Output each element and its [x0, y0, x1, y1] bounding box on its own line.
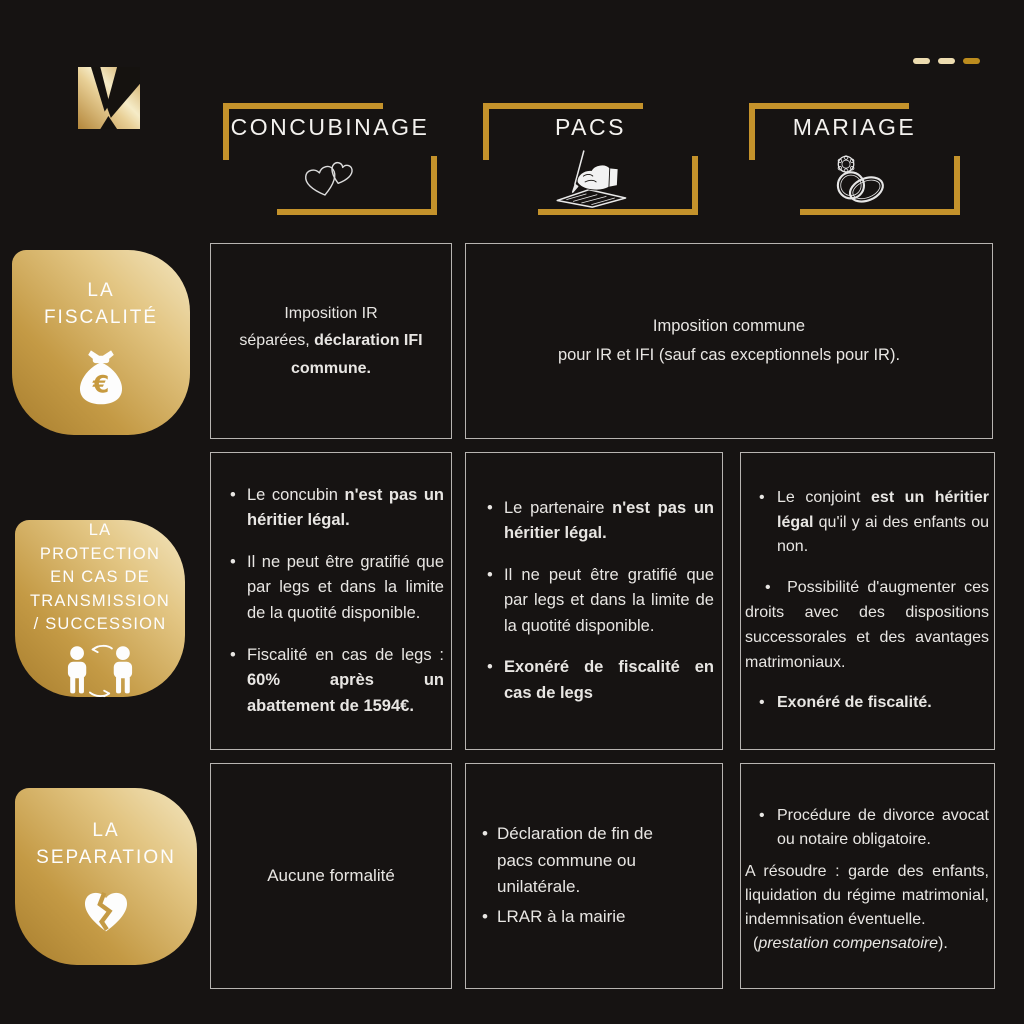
bullet-item: • Le partenaire n'est pas un héritier légal.: [483, 496, 714, 547]
column-header-pacs: [483, 103, 698, 215]
cell-text: séparées, déclaration IFI: [239, 332, 423, 350]
decor-dashes: [913, 58, 980, 64]
cell-text: (prestation compensatoire).: [753, 935, 948, 952]
badge-label-line: LA: [87, 279, 115, 301]
bullet-item: • LRAR à la mairie: [478, 904, 692, 930]
cell-text: Imposition IR: [284, 305, 378, 323]
svg-text:€: €: [92, 370, 110, 399]
badge-label-line: LA: [92, 820, 120, 842]
cell-text: commune.: [290, 359, 371, 377]
two-hearts-icon: [223, 145, 437, 211]
cell-text: Imposition commune: [652, 317, 806, 336]
row-badge-transmission: [15, 520, 185, 697]
cell-transmission-concubinage: [210, 452, 452, 750]
column-header-concubinage: [223, 103, 437, 215]
bullet-item: • Exonéré de fiscalité en cas de legs: [483, 655, 714, 706]
gold-monogram-logo-icon: [78, 67, 140, 129]
badge-label-line: / SUCCESSION: [33, 615, 167, 634]
column-title: PACS: [555, 114, 626, 140]
bullet-item: • Déclaration de fin de pacs commune ou unilatérale.: [478, 821, 692, 900]
cell-fiscalite-pacs-mariage: [465, 243, 993, 439]
cell-text: A résoudre : garde des enfants, liquidation du régime matrimonial, indemnisation éventuelle.: [745, 863, 989, 928]
badge-label-line: SEPARATION: [36, 847, 176, 868]
bullet-item: • Il ne peut être gratifié que par legs et dans la limite de la quotité disponible.: [226, 550, 444, 627]
column-title: CONCUBINAGE: [230, 114, 430, 140]
cell-text: pour IR et IFI (sauf cas exceptionnels pour IR).: [557, 346, 901, 364]
broken-heart-icon: [78, 884, 134, 935]
badge-label-line: EN CAS DE: [50, 568, 150, 587]
badge-label-line: LA: [88, 521, 112, 540]
dash-icon: [938, 58, 955, 64]
column-header-mariage: [749, 103, 960, 215]
wedding-rings-icon: [749, 145, 960, 211]
cell-separation-pacs: [465, 763, 723, 989]
signing-hand-icon: [483, 145, 698, 211]
brand-logo: [78, 67, 140, 129]
row-badge-fiscalite: [12, 250, 190, 435]
cell-text: Aucune formalité: [267, 865, 395, 885]
bullet-item: • Le conjoint est un héritier légal qu'il y ai des enfants ou non.: [745, 486, 989, 560]
dash-icon: [913, 58, 930, 64]
badge-label-line: TRANSMISSION: [30, 591, 170, 610]
bullet-item: • Fiscalité en cas de legs : 60% après un abattement de 1594€.: [226, 643, 444, 720]
bullet-item: • Procédure de divorce avocat ou notaire obligatoire.: [745, 804, 989, 852]
cell-fiscalite-concubinage: [210, 243, 452, 439]
cell-transmission-pacs: [465, 452, 723, 750]
persons-swap-icon: [56, 643, 144, 698]
bullet-item: • Le concubin n'est pas un héritier légal.: [226, 483, 444, 534]
money-bag-icon: [69, 343, 133, 407]
bullet-item: • Possibilité d'augmenter ces droits avec des dispositions successorales et des avantages matrimoniaux.: [745, 576, 989, 675]
dash-icon: [963, 58, 980, 64]
column-title: MARIAGE: [792, 114, 917, 140]
bullet-item: • Il ne peut être gratifié que par legs et dans la limite de la quotité disponible.: [483, 563, 714, 640]
row-badge-separation: [15, 788, 197, 965]
bullet-item: • Exonéré de fiscalité.: [745, 691, 989, 716]
cell-separation-concubinage: [210, 763, 452, 989]
cell-separation-mariage: [740, 763, 995, 989]
badge-label-line: PROTECTION: [39, 544, 161, 563]
badge-label-line: FISCALITÉ: [43, 306, 159, 328]
cell-transmission-mariage: [740, 452, 995, 750]
